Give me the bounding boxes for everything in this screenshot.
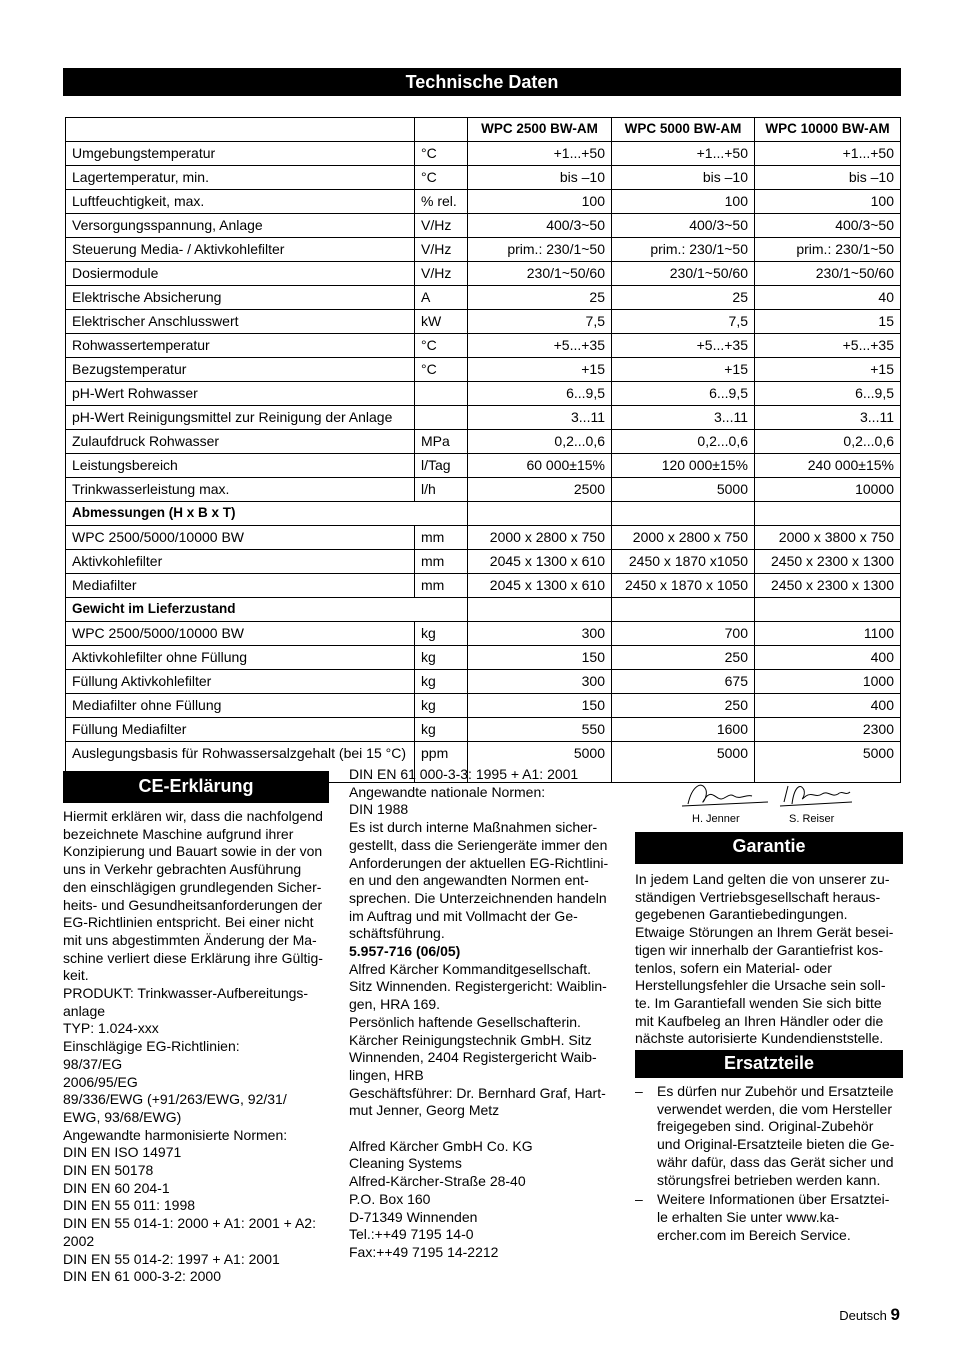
text-line: P.O. Box 160 bbox=[349, 1190, 431, 1207]
text-line: Sitz Winnenden. Registergericht: Waiblin- bbox=[349, 978, 607, 995]
row-label: Luftfeuchtigkeit, max. bbox=[66, 190, 415, 214]
table-row bbox=[66, 166, 901, 190]
list-item bbox=[635, 1191, 905, 1244]
row-value: 0,2...0,6 bbox=[612, 430, 755, 454]
text-line: PRODUKT: Trinkwasser-Aufbereitungs- bbox=[63, 985, 309, 1002]
signature-name-left: H. Jenner bbox=[692, 813, 740, 825]
row-value: 400 bbox=[755, 694, 901, 718]
row-label: Auslegungsbasis für Rohwassersalzgehalt (bei 15 °C) bbox=[66, 742, 415, 783]
section-empty-cell bbox=[612, 598, 755, 622]
row-value: 2500 bbox=[468, 478, 612, 502]
tech-data-table bbox=[65, 117, 901, 783]
text-line: Winnenden, 2404 Registergericht Waib- bbox=[349, 1049, 597, 1066]
text-line: Alfred Kärcher GmbH Co. KG bbox=[349, 1137, 533, 1154]
text-line: D-71349 Winnenden bbox=[349, 1208, 478, 1225]
text-line: DIN EN 60 204-1 bbox=[63, 1179, 170, 1196]
row-value: 5000 bbox=[612, 478, 755, 502]
signature-graphic bbox=[680, 776, 860, 812]
row-unit: mm bbox=[415, 550, 468, 574]
row-value: 400/3~50 bbox=[755, 214, 901, 238]
text-line: Es dürfen nur Zubehör und Ersatzteile bbox=[657, 1083, 894, 1099]
text-line: bezeichnete Maschine aufgrund ihrer bbox=[63, 825, 294, 842]
row-label: WPC 2500/5000/10000 BW bbox=[66, 526, 415, 550]
row-value: +1...+50 bbox=[468, 142, 612, 166]
page-number: 9 bbox=[890, 1305, 900, 1324]
text-line: gen, HRA 169. bbox=[349, 996, 441, 1013]
text-line: Angewandte nationale Normen: bbox=[349, 783, 546, 800]
text-line: sprechen. Die Unterzeichnenden handeln bbox=[349, 889, 607, 906]
row-value: 2000 x 2800 x 750 bbox=[468, 526, 612, 550]
row-value: 2450 x 1870 x1050 bbox=[612, 550, 755, 574]
text-line: Es ist durch interne Maßnahmen sicher- bbox=[349, 819, 598, 836]
text-line: Konzipierung und Bauart sowie in der von bbox=[63, 843, 323, 860]
text-line: störungsfrei betrieben werden kann. bbox=[657, 1171, 881, 1188]
row-value: 1000 bbox=[755, 670, 901, 694]
row-unit: MPa bbox=[415, 430, 468, 454]
text-line: 98/37/EG bbox=[63, 1055, 123, 1072]
text-line: Weitere Informationen über Ersatztei- bbox=[657, 1191, 890, 1208]
row-label: Mediafilter bbox=[66, 574, 415, 598]
row-unit: kg bbox=[415, 622, 468, 646]
table-row bbox=[66, 238, 901, 262]
table-header-cell: WPC 5000 BW-AM bbox=[612, 118, 755, 142]
text-line: Herstellungsfehler die Ursache sein soll- bbox=[635, 977, 886, 994]
row-value: 25 bbox=[612, 286, 755, 310]
table-row bbox=[66, 262, 901, 286]
table-row bbox=[66, 286, 901, 310]
list-item bbox=[635, 1083, 905, 1189]
list-dash: – bbox=[635, 1083, 643, 1099]
row-unit: mm bbox=[415, 526, 468, 550]
page-footer bbox=[839, 1305, 900, 1325]
table-row bbox=[66, 478, 901, 502]
table-row bbox=[66, 694, 901, 718]
signatures bbox=[680, 776, 860, 826]
table-header-cell bbox=[66, 118, 415, 142]
text-line: mit Kaufbeleg an Ihren Händler oder die bbox=[635, 1012, 884, 1029]
text-line: nächste autorisierte Kundendienststelle. bbox=[635, 1030, 884, 1047]
row-value: +15 bbox=[612, 358, 755, 382]
table-row bbox=[66, 430, 901, 454]
text-line: tigen wir innerhalb der Garantiefrist kos- bbox=[635, 941, 884, 958]
text-line: und Original-Ersatzteile bieten die Ge- bbox=[657, 1136, 895, 1153]
row-label: Elektrische Absicherung bbox=[66, 286, 415, 310]
row-value: bis –10 bbox=[468, 166, 612, 190]
row-value: 5000 bbox=[468, 742, 612, 783]
text-line: DIN EN 61 000-3-2: 2000 bbox=[63, 1268, 221, 1285]
garantie-text bbox=[635, 871, 905, 1048]
row-value: 2000 x 2800 x 750 bbox=[612, 526, 755, 550]
row-value: 100 bbox=[612, 190, 755, 214]
text-line: Hiermit erklären wir, dass die nachfolgend bbox=[63, 808, 323, 824]
row-value: 230/1~50/60 bbox=[612, 262, 755, 286]
row-unit: A bbox=[415, 286, 468, 310]
declaration-text bbox=[349, 766, 619, 1262]
table-row bbox=[66, 358, 901, 382]
row-value: 150 bbox=[468, 646, 612, 670]
ce-heading: CE-Erklärung bbox=[63, 771, 329, 803]
text-line: 2006/95/EG bbox=[63, 1073, 138, 1090]
row-value: +5...+35 bbox=[468, 334, 612, 358]
row-label: Trinkwasserleistung max. bbox=[66, 478, 415, 502]
footer-language: Deutsch bbox=[839, 1308, 887, 1323]
row-value: 6...9,5 bbox=[755, 382, 901, 406]
text-line: Cleaning Systems bbox=[349, 1155, 462, 1172]
section-empty-cell bbox=[468, 598, 612, 622]
row-label: Versorgungsspannung, Anlage bbox=[66, 214, 415, 238]
row-unit: kg bbox=[415, 694, 468, 718]
page-title: Technische Daten bbox=[63, 68, 901, 96]
text-line: anlage bbox=[63, 1002, 106, 1019]
row-value: 400/3~50 bbox=[612, 214, 755, 238]
row-unit: kW bbox=[415, 310, 468, 334]
signature-name-right: S. Reiser bbox=[789, 813, 835, 825]
spacer bbox=[349, 1120, 619, 1138]
row-label: Bezugstemperatur bbox=[66, 358, 415, 382]
row-unit: l/h bbox=[415, 478, 468, 502]
row-unit: V/Hz bbox=[415, 214, 468, 238]
text-line: Alfred-Kärcher-Straße 28-40 bbox=[349, 1173, 526, 1190]
text-line: Tel.:++49 7195 14-0 bbox=[349, 1226, 474, 1243]
text-line: DIN EN ISO 14971 bbox=[63, 1144, 182, 1161]
table-section-row bbox=[66, 502, 901, 526]
table-header-row bbox=[66, 118, 901, 142]
section-empty-cell bbox=[755, 598, 901, 622]
row-value: 1600 bbox=[612, 718, 755, 742]
table-row bbox=[66, 646, 901, 670]
row-value: 2450 x 2300 x 1300 bbox=[755, 574, 901, 598]
row-value: 400/3~50 bbox=[468, 214, 612, 238]
text-line: 2002 bbox=[63, 1232, 95, 1249]
text-line: gegebenen Garantiebedingungen. bbox=[635, 906, 848, 923]
table-row bbox=[66, 142, 901, 166]
row-label: Elektrischer Anschlusswert bbox=[66, 310, 415, 334]
row-label: Aktivkohlefilter bbox=[66, 550, 415, 574]
text-line: Anforderungen der aktuellen EG-Richtlini- bbox=[349, 854, 609, 871]
garantie-heading: Garantie bbox=[635, 832, 903, 864]
text-line: keit. bbox=[63, 967, 89, 984]
row-value: +5...+35 bbox=[612, 334, 755, 358]
text-line: im Auftrag und mit Vollmacht der Ge- bbox=[349, 907, 578, 924]
table-row bbox=[66, 334, 901, 358]
table-row bbox=[66, 670, 901, 694]
row-label: Dosiermodule bbox=[66, 262, 415, 286]
text-line: Alfred Kärcher Kommanditgesellschaft. bbox=[349, 960, 591, 977]
text-line: schäftsführung. bbox=[349, 925, 445, 942]
section-empty-cell bbox=[612, 502, 755, 526]
row-label: Füllung Mediafilter bbox=[66, 718, 415, 742]
row-value: 3...11 bbox=[612, 406, 755, 430]
text-line: te. Im Garantiefall wenden Sie sich bitte bbox=[635, 994, 882, 1011]
row-value: prim.: 230/1~50 bbox=[468, 238, 612, 262]
text-line: mit uns abgestimmten Änderung der Ma- bbox=[63, 931, 317, 948]
row-value: 6...9,5 bbox=[468, 382, 612, 406]
row-unit: l/Tag bbox=[415, 454, 468, 478]
row-value: 10000 bbox=[755, 478, 901, 502]
row-label: WPC 2500/5000/10000 BW bbox=[66, 622, 415, 646]
row-value: 5000 bbox=[755, 742, 901, 783]
table-row bbox=[66, 550, 901, 574]
table-row bbox=[66, 454, 901, 478]
row-unit: °C bbox=[415, 142, 468, 166]
document-number: 5.957-716 (06/05) bbox=[349, 943, 461, 960]
row-label: pH-Wert Reinigungsmittel zur Reinigung der Anlage bbox=[66, 406, 415, 430]
row-value: +15 bbox=[468, 358, 612, 382]
text-line: Einschlägige EG-Richtlinien: bbox=[63, 1038, 240, 1055]
row-unit: V/Hz bbox=[415, 262, 468, 286]
text-line: schine verliert diese Erklärung ihre Gültig- bbox=[63, 949, 323, 966]
text-line: In jedem Land gelten die von unserer zu- bbox=[635, 871, 890, 887]
text-line: den einschlägigen grundlegenden Sicher- bbox=[63, 878, 322, 895]
row-value: 0,2...0,6 bbox=[755, 430, 901, 454]
text-line: lingen, HRB bbox=[349, 1066, 424, 1083]
row-unit: mm bbox=[415, 574, 468, 598]
text-line: freigegeben sind. Original-Zubehör bbox=[657, 1118, 874, 1135]
text-line: währ dafür, dass das Gerät sicher und bbox=[657, 1153, 894, 1170]
text-line: mut Jenner, Georg Metz bbox=[349, 1102, 500, 1119]
text-line: ständigen Vertriebsgesellschaft heraus- bbox=[635, 888, 881, 905]
text-line: TYP: 1.024-xxx bbox=[63, 1020, 159, 1037]
text-line: Fax:++49 7195 14-2212 bbox=[349, 1243, 499, 1260]
row-value: 5000 bbox=[612, 742, 755, 783]
row-value: 230/1~50/60 bbox=[468, 262, 612, 286]
row-unit: °C bbox=[415, 358, 468, 382]
row-value: 15 bbox=[755, 310, 901, 334]
row-value: 2300 bbox=[755, 718, 901, 742]
row-unit: kg bbox=[415, 646, 468, 670]
row-value: 6...9,5 bbox=[612, 382, 755, 406]
row-unit: °C bbox=[415, 166, 468, 190]
table-row bbox=[66, 574, 901, 598]
row-value: 400 bbox=[755, 646, 901, 670]
ersatzteile-heading: Ersatzteile bbox=[635, 1050, 903, 1078]
row-value: bis –10 bbox=[612, 166, 755, 190]
table-header-cell: WPC 2500 BW-AM bbox=[468, 118, 612, 142]
row-unit: kg bbox=[415, 670, 468, 694]
table-row bbox=[66, 406, 901, 430]
section-empty-cell bbox=[468, 502, 612, 526]
row-label: Zulaufdruck Rohwasser bbox=[66, 430, 415, 454]
table-row bbox=[66, 718, 901, 742]
row-value: 150 bbox=[468, 694, 612, 718]
text-line: uns in Verkehr gebrachten Ausführung bbox=[63, 861, 302, 878]
row-value: 2045 x 1300 x 610 bbox=[468, 550, 612, 574]
table-row bbox=[66, 526, 901, 550]
row-unit: °C bbox=[415, 334, 468, 358]
row-value: 230/1~50/60 bbox=[755, 262, 901, 286]
row-value: 550 bbox=[468, 718, 612, 742]
text-line: gestellt, dass die Seriengeräte immer den bbox=[349, 836, 608, 853]
row-unit: kg bbox=[415, 718, 468, 742]
row-value: 240 000±15% bbox=[755, 454, 901, 478]
row-value: prim.: 230/1~50 bbox=[612, 238, 755, 262]
row-label: Aktivkohlefilter ohne Füllung bbox=[66, 646, 415, 670]
text-line: EG-Richtlinien entspricht. Bei einer nicht bbox=[63, 914, 314, 931]
row-value: 60 000±15% bbox=[468, 454, 612, 478]
row-value: 250 bbox=[612, 646, 755, 670]
text-line: Etwaige Störungen an Ihrem Gerät besei- bbox=[635, 924, 894, 941]
table-header-cell bbox=[415, 118, 468, 142]
row-label: Umgebungstemperatur bbox=[66, 142, 415, 166]
row-unit: % rel. bbox=[415, 190, 468, 214]
table-header-cell: WPC 10000 BW-AM bbox=[755, 118, 901, 142]
row-value: 250 bbox=[612, 694, 755, 718]
table-row bbox=[66, 310, 901, 334]
row-value: +1...+50 bbox=[612, 142, 755, 166]
text-line: Persönlich haftende Gesellschafterin. bbox=[349, 1013, 581, 1030]
text-line: DIN 1988 bbox=[349, 801, 409, 818]
ersatzteile-list bbox=[635, 1083, 905, 1244]
row-value: 0,2...0,6 bbox=[468, 430, 612, 454]
row-value: bis –10 bbox=[755, 166, 901, 190]
text-line: DIN EN 55 014-2: 1997 + A1: 2001 bbox=[63, 1250, 280, 1267]
section-empty-cell bbox=[755, 502, 901, 526]
table-section-row bbox=[66, 598, 901, 622]
row-value: +5...+35 bbox=[755, 334, 901, 358]
text-line: Angewandte harmonisierte Normen: bbox=[63, 1126, 288, 1143]
text-line: EWG, 93/68/EWG) bbox=[63, 1108, 182, 1125]
row-unit bbox=[415, 382, 468, 406]
text-line: DIN EN 55 011: 1998 bbox=[63, 1197, 196, 1214]
table-row bbox=[66, 622, 901, 646]
row-value: 100 bbox=[468, 190, 612, 214]
section-label: Gewicht im Lieferzustand bbox=[66, 598, 468, 622]
row-value: 2045 x 1300 x 610 bbox=[468, 574, 612, 598]
row-label: Rohwassertemperatur bbox=[66, 334, 415, 358]
text-line: verwendet werden, die vom Hersteller bbox=[657, 1100, 892, 1117]
text-line: DIN EN 55 014-1: 2000 + A1: 2001 + A2: bbox=[63, 1215, 316, 1232]
row-label: Leistungsbereich bbox=[66, 454, 415, 478]
row-value: 2450 x 1870 x 1050 bbox=[612, 574, 755, 598]
row-value: 700 bbox=[612, 622, 755, 646]
row-value: 3...11 bbox=[755, 406, 901, 430]
table-row bbox=[66, 190, 901, 214]
text-line: Kärcher Reinigungstechnik GmbH. Sitz bbox=[349, 1031, 592, 1048]
text-line: tenlos, sofern ein Material- oder bbox=[635, 959, 832, 976]
text-line: DIN EN 50178 bbox=[63, 1162, 154, 1179]
row-unit: ppm bbox=[415, 742, 468, 783]
row-value: +1...+50 bbox=[755, 142, 901, 166]
row-unit bbox=[415, 406, 468, 430]
row-label: Steuerung Media- / Aktivkohlefilter bbox=[66, 238, 415, 262]
list-dash: – bbox=[635, 1191, 643, 1208]
row-value: 2000 x 3800 x 750 bbox=[755, 526, 901, 550]
row-label: Lagertemperatur, min. bbox=[66, 166, 415, 190]
row-label: Füllung Aktivkohlefilter bbox=[66, 670, 415, 694]
row-value: 1100 bbox=[755, 622, 901, 646]
table-row bbox=[66, 214, 901, 238]
row-value: 100 bbox=[755, 190, 901, 214]
ce-text bbox=[63, 808, 333, 1286]
row-value: prim.: 230/1~50 bbox=[755, 238, 901, 262]
row-value: 300 bbox=[468, 670, 612, 694]
text-line: 89/336/EWG (+91/263/EWG, 92/31/ bbox=[63, 1091, 287, 1108]
row-value: 40 bbox=[755, 286, 901, 310]
row-value: 300 bbox=[468, 622, 612, 646]
row-value: +15 bbox=[755, 358, 901, 382]
text-line: ercher.com im Bereich Service. bbox=[657, 1226, 851, 1243]
table-row bbox=[66, 382, 901, 406]
text-line: en und den angewandten Normen ent- bbox=[349, 872, 589, 889]
row-value: 675 bbox=[612, 670, 755, 694]
row-value: 120 000±15% bbox=[612, 454, 755, 478]
text-line: heits- und Gesundheitsanforderungen der bbox=[63, 896, 323, 913]
text-line: Geschäftsführer: Dr. Bernhard Graf, Hart- bbox=[349, 1084, 606, 1101]
row-value: 25 bbox=[468, 286, 612, 310]
row-value: 3...11 bbox=[468, 406, 612, 430]
text-line: DIN EN 61 000-3-3: 1995 + A1: 2001 bbox=[349, 766, 579, 782]
row-value: 7,5 bbox=[468, 310, 612, 334]
row-value: 2450 x 2300 x 1300 bbox=[755, 550, 901, 574]
row-unit: V/Hz bbox=[415, 238, 468, 262]
section-label: Abmessungen (H x B x T) bbox=[66, 502, 468, 526]
row-label: Mediafilter ohne Füllung bbox=[66, 694, 415, 718]
text-line: le erhalten Sie unter www.ka- bbox=[657, 1208, 840, 1225]
row-label: pH-Wert Rohwasser bbox=[66, 382, 415, 406]
row-value: 7,5 bbox=[612, 310, 755, 334]
